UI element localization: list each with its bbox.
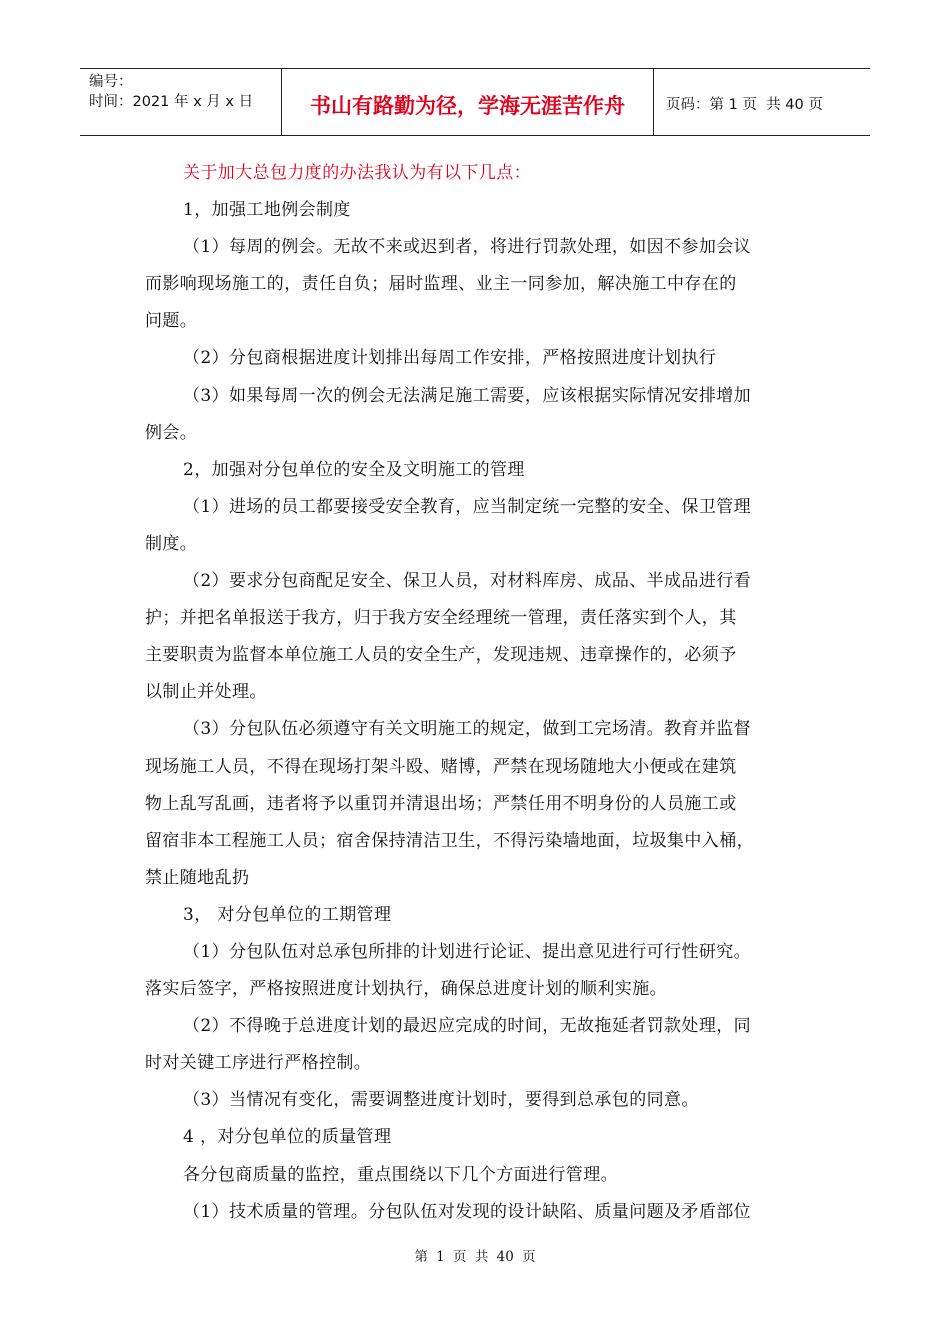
body-line: （1）分包队伍对总承包所排的计划进行论证、提出意见进行可行性研究。 [183, 941, 752, 962]
body-line: （2）要求分包商配足安全、保卫人员，对材料库房、成品、半成品进行看 [183, 571, 752, 592]
body-line: 而影响现场施工的，责任自负；届时监理、业主一同参加，解决施工中存在的 [145, 274, 737, 295]
body-line: 2，加强对分包单位的安全及文明施工的管理 [183, 459, 525, 480]
body-line: （3）分包队伍必须遵守有关文明施工的规定，做到工完场清。教育并监督 [183, 719, 752, 740]
body-line: 护；并把名单报送于我方，归于我方安全经理统一管理，责任落实到个人，其 [145, 608, 737, 629]
body-line: 4 ，对分包单位的质量管理 [183, 1127, 392, 1148]
page-footer: 第 1 页 共 40 页 [414, 1249, 536, 1265]
body-line: 现场施工人员，不得在现场打架斗殴、赌博，严禁在现场随地大小便或在建筑 [145, 756, 737, 777]
body-line: （2）不得晚于总进度计划的最迟应完成的时间，无故拖延者罚款处理，同 [183, 1016, 752, 1037]
body-line: 各分包商质量的监控，重点围绕以下几个方面进行管理。 [183, 1164, 618, 1185]
body-line: （3）如果每周一次的例会无法满足施工需要，应该根据实际情况安排增加 [183, 385, 752, 406]
body-line: 主要职责为监督本单位施工人员的安全生产，发现违规、违章操作的，必须予 [145, 645, 737, 666]
body-line: 制度。 [145, 533, 198, 554]
body-line: 问题。 [145, 311, 198, 332]
body-line: （1）每周的例会。无故不来或迟到者，将进行罚款处理，如因不参加会议 [183, 237, 752, 258]
body-line: （2）分包商根据进度计划排出每周工作安排，严格按照进度计划执行 [183, 348, 717, 369]
body-line: 以制止并处理。 [145, 682, 267, 703]
body-line: （1）技术质量的管理。分包队伍对发现的设计缺陷、质量问题及矛盾部位 [183, 1201, 752, 1222]
header-page-number: 页码：第 1 页 共 40 页 [666, 96, 823, 113]
header-motto: 书山有路勤为径，学海无涯苦作舟 [282, 69, 654, 135]
header-meta-cell [80, 69, 282, 135]
body-line: 1，加强工地例会制度 [183, 200, 351, 221]
document-header [80, 68, 870, 136]
body-line: 禁止随地乱扔 [145, 867, 250, 888]
body-line: 物上乱写乱画，违者将予以重罚并清退出场；严禁任用不明身份的人员施工或 [145, 793, 737, 814]
document-date-label: 时间：2021 年 x 月 x 日 [89, 94, 254, 110]
body-line: （3）当情况有变化，需要调整进度计划时，要得到总承包的同意。 [183, 1090, 699, 1111]
body-line: 留宿非本工程施工人员；宿舍保持清洁卫生，不得污染墙地面，垃圾集中入桶， [145, 830, 754, 851]
body-line: 时对关键工序进行严格控制。 [145, 1053, 372, 1074]
body-line: 落实后签字，严格按照进度计划执行，确保总进度计划的顺利实施。 [145, 979, 667, 1000]
document-body [145, 155, 820, 1231]
body-line: （1）进场的员工都要接受安全教育，应当制定统一完整的安全、保卫管理 [183, 496, 752, 517]
body-line: 3， 对分包单位的工期管理 [183, 904, 392, 925]
body-line: 关于加大总包力度的办法我认为有以下几点： [183, 163, 531, 183]
document-number-label: 编号： [89, 74, 133, 90]
body-line: 例会。 [145, 422, 198, 443]
